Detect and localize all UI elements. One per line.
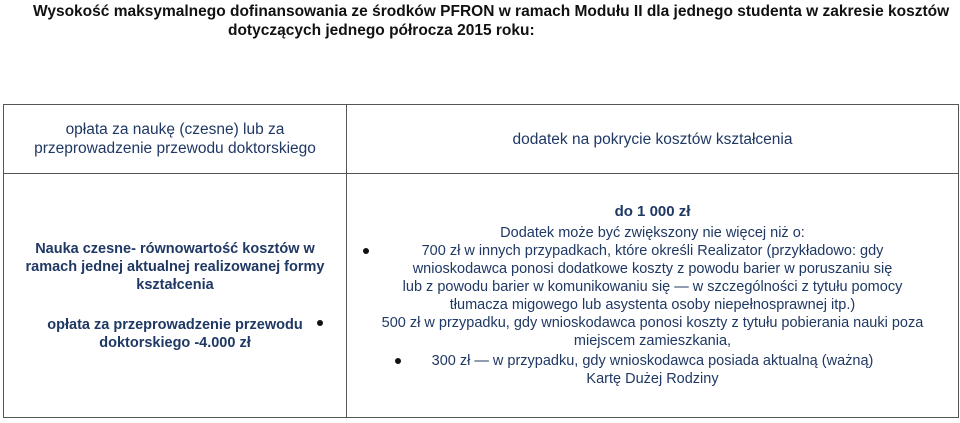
table-header-row xyxy=(4,105,959,174)
bullet-dot-icon xyxy=(363,248,369,254)
bullet-dot-icon xyxy=(395,358,401,364)
bullet-700-line-1: 700 zł w innych przypadkach, które określi Realizator (przykładowo: gdy xyxy=(421,243,884,259)
bullet-300-line-1: 300 zł — w przypadku, gdy wnioskodawca posiada aktualną (ważną) xyxy=(431,353,874,369)
header-allowance-label: dodatek na pokrycie kosztów kształcenia xyxy=(512,130,793,148)
doctoral-line-1: opłata za przeprowadzenie przewodu xyxy=(47,316,303,333)
bullet-700-line-3: lub z powodu barier w komunikowaniu się — w szczególności z tytułu pomocy xyxy=(402,279,903,295)
doctoral-line-2: doktorskiego -4.000 zł xyxy=(99,334,251,351)
heading-line-2: dotyczących jednego półrocza 2015 roku: xyxy=(228,22,535,39)
tuition-line-2: ramach jednej aktualnej realizowanej formy xyxy=(25,258,325,275)
bullet-item-500 xyxy=(351,314,954,350)
header-cell-tuition xyxy=(4,105,347,174)
tuition-line-3: kształcenia xyxy=(136,276,214,293)
bullet-500-line-2: miejscem zamieszkania, xyxy=(573,333,732,349)
heading-line-1: Wysokość maksymalnego dofinansowania ze środków PFRON w ramach Modułu II dla jednego studenta w zakresie kosztów xyxy=(33,3,950,20)
cell-tuition-details xyxy=(4,174,347,418)
tuition-line-1: Nauka czesne- równowartość kosztów w xyxy=(35,240,315,257)
allowance-amount: do 1 000 zł xyxy=(614,203,691,220)
bullet-500-line-1: 500 zł w przypadku, gdy wnioskodawca ponosi koszty z tytułu pobierania nauki poza xyxy=(381,315,924,331)
bullet-item-300 xyxy=(351,352,954,388)
header-tuition-line-2: przeprowadzenie przewodu doktorskiego xyxy=(34,140,316,157)
bullet-300-line-2: Kartę Dużej Rodziny xyxy=(586,371,719,387)
header-tuition-line-1: opłata za naukę (czesne) lub za xyxy=(65,121,285,138)
allowance-intro: Dodatek może być zwiększony nie więcej niż o: xyxy=(500,225,805,241)
cell-allowance-details xyxy=(347,174,959,418)
bullet-dot-icon xyxy=(317,320,323,326)
bullet-item-700 xyxy=(351,242,954,314)
document-heading xyxy=(33,2,953,40)
funding-table xyxy=(3,104,959,418)
header-cell-allowance xyxy=(347,105,959,174)
bullet-700-line-2: wnioskodawca ponosi dodatkowe koszty z powodu barier w poruszaniu się xyxy=(412,261,893,277)
table-body-row xyxy=(4,174,959,418)
bullet-700-line-4: tłumacza migowego lub asystenta osoby niepełnosprawnej itp.) xyxy=(449,297,856,313)
